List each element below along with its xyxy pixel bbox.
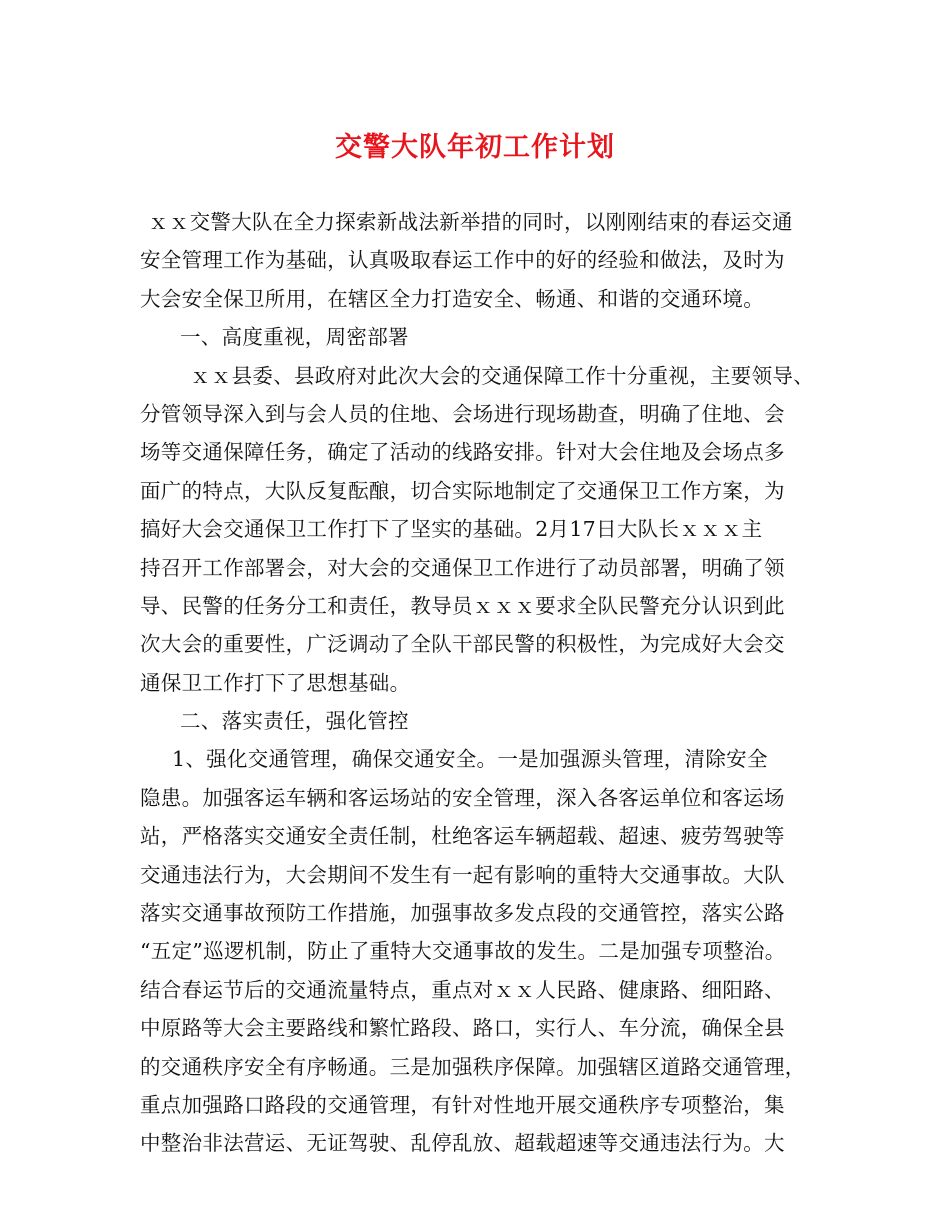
body-line: 落实交通事故预防工作措施，加强事故多发点段的交通管控，落实公路 (140, 901, 785, 926)
body-line: 面广的特点，大队反复酝酿，切合实际地制定了交通保卫工作方案，为 (140, 478, 785, 503)
body-line: 的交通秩序安全有序畅通。三是加强秩序保障。加强辖区道路交通管理， (140, 1054, 806, 1079)
body-line: 交通违法行为，大会期间不发生有一起有影响的重特大交通事故。大队 (140, 862, 785, 887)
body-line: 站，严格落实交通安全责任制，杜绝客运车辆超载、超速、疲劳驾驶等 (140, 824, 785, 849)
body-line: 安全管理工作为基础，认真吸取春运工作中的好的经验和做法，及时为 (140, 248, 785, 273)
body-line: 次大会的重要性，广泛调动了全队干部民警的积极性，为完成好大会交 (140, 632, 785, 657)
body-line: 持召开工作部署会，对大会的交通保卫工作进行了动员部署，明确了领 (140, 555, 785, 580)
body-line: 重点加强路口路段的交通管理，有针对性地开展交通秩序专项整治，集 (140, 1092, 785, 1117)
body-line: 分管领导深入到与会人员的住地、会场进行现场勘查，明确了住地、会 (140, 401, 785, 426)
body-line: 中整治非法营运、无证驾驶、乱停乱放、超载超速等交通违法行为。大 (140, 1131, 785, 1156)
document-body (140, 203, 820, 1163)
section-heading: 一、高度重视，周密部署 (180, 325, 409, 350)
body-line: ｘｘ县委、县政府对此次大会的交通保障工作十分重视，主要领导、 (190, 363, 814, 388)
body-line: 搞好大会交通保卫工作打下了坚实的基础。2月17日大队长ｘｘｘ主 (140, 517, 763, 542)
body-line: 通保卫工作打下了思想基础。 (140, 670, 411, 695)
body-line: 中原路等大会主要路线和繁忙路段、路口，实行人、车分流，确保全县 (140, 1016, 785, 1041)
body-line: “五定”巡逻机制，防止了重特大交通事故的发生。二是加强专项整治。 (140, 939, 786, 964)
document-title: 交警大队年初工作计划 (335, 132, 615, 163)
section-heading: 二、落实责任，强化管控 (180, 709, 409, 734)
body-line: 大会安全保卫所用，在辖区全力打造安全、畅通、和谐的交通环境。 (140, 286, 764, 311)
body-line: 结合春运节后的交通流量特点，重点对ｘｘ人民路、健康路、细阳路、 (140, 977, 785, 1002)
body-line: 场等交通保障任务，确定了活动的线路安排。针对大会住地及会场点多 (140, 440, 785, 465)
body-line: 导、民警的任务分工和责任，教导员ｘｘｘ要求全队民警充分认识到此 (140, 593, 785, 618)
body-line: 隐患。加强客运车辆和客运场站的安全管理，深入各客运单位和客运场 (140, 785, 785, 810)
body-line: ｘｘ交警大队在全力探索新战法新举措的同时，以刚刚结束的春运交通 (148, 210, 793, 234)
body-line: 1、强化交通管理，确保交通安全。一是加强源头管理，清除安全 (172, 747, 768, 772)
